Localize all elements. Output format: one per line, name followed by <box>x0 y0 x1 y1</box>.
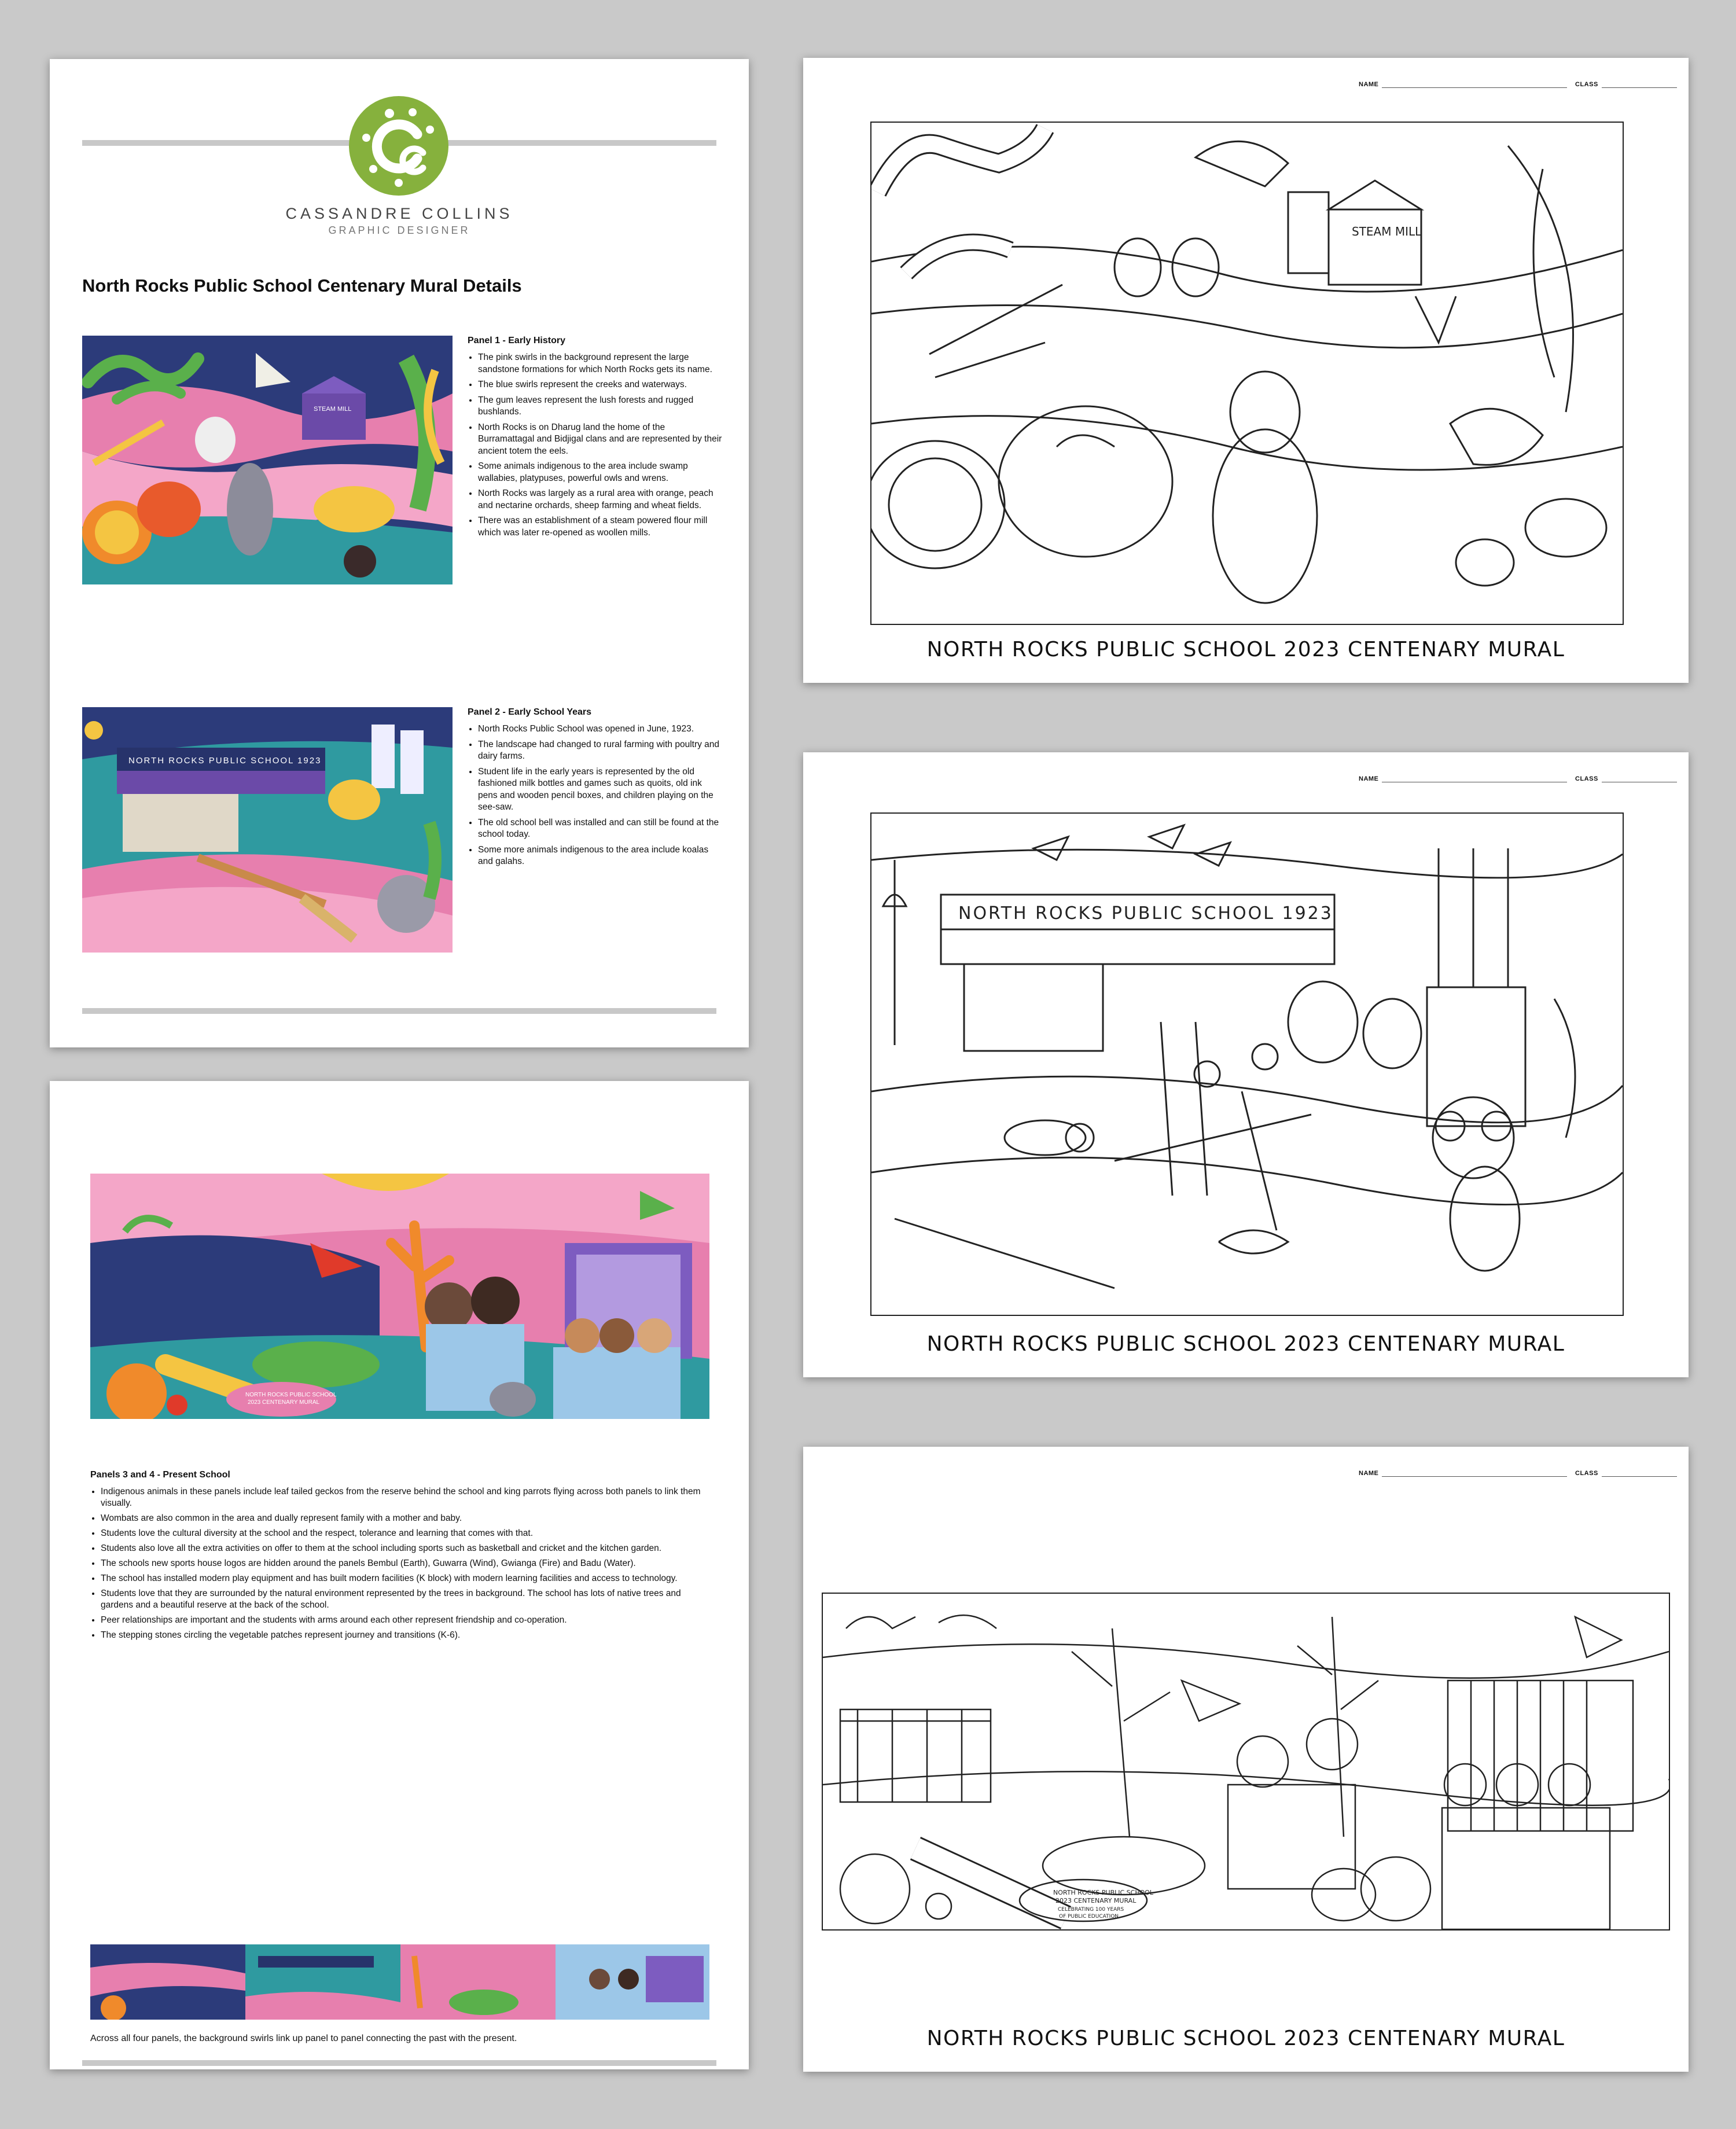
school-banner-text: NORTH ROCKS PUBLIC SCHOOL 1923 <box>128 756 322 766</box>
list-item: • There was an establishment of a steam powered flour mill which was later re-opened as woollen mills. <box>478 515 722 539</box>
worksheet-caption: NORTH ROCKS PUBLIC SCHOOL 2023 CENTENARY MURAL <box>926 1332 1565 1356</box>
plaque-outline-line-2: 2023 CENTENARY MURAL <box>1055 1897 1137 1904</box>
designer-subtitle: GRAPHIC DESIGNER <box>328 225 470 236</box>
class-label: CLASS <box>1575 775 1598 782</box>
name-field[interactable] <box>1359 1470 1567 1477</box>
class-field[interactable] <box>1575 81 1677 88</box>
name-label: NAME <box>1359 1470 1379 1477</box>
list-item: • The gum leaves represent the lush forests and rugged bushlands. <box>478 395 722 418</box>
plaque-outline-line-3: CELEBRATING 100 YEARS <box>1058 1907 1124 1913</box>
plaque-line-1: NORTH ROCKS PUBLIC SCHOOL <box>245 1392 337 1398</box>
mill-sign-outline-text: STEAM MILL <box>1352 225 1422 238</box>
worksheet-caption: NORTH ROCKS PUBLIC SCHOOL 2023 CENTENARY MURAL <box>926 638 1565 661</box>
coloring-worksheet-panel-2 <box>803 752 1689 1377</box>
footer-note: Across all four panels, the background swirls link up panel to panel connecting the past with the present. <box>90 2034 517 2043</box>
name-field[interactable] <box>1359 81 1567 88</box>
panel-3-4-text <box>90 1470 715 1645</box>
list-item: • Wombats are also common in the area and dually represent family with a mother and baby. <box>101 1513 715 1524</box>
panel-2-heading: Panel 2 - Early School Years <box>468 707 592 717</box>
list-item: • The school has installed modern play equipment and has built modern facilities (K block) with modern learning facilities and access to technology. <box>101 1573 715 1584</box>
panel-1-color-image <box>82 336 453 584</box>
panel-1-text <box>468 336 722 542</box>
bottom-rule <box>82 2060 716 2066</box>
mural-outline-panel-2 <box>870 812 1624 1316</box>
plaque-line-2: 2023 CENTENARY MURAL <box>248 1399 320 1406</box>
mill-sign-text: STEAM MILL <box>314 406 352 413</box>
name-label: NAME <box>1359 775 1379 782</box>
list-item: • North Rocks Public School was opened in June, 1923. <box>478 723 722 736</box>
plaque-outline-line-1: NORTH ROCKS PUBLIC SCHOOL <box>1053 1889 1154 1896</box>
name-label: NAME <box>1359 81 1379 88</box>
panel-3-4-color-image <box>90 1174 709 1419</box>
list-item: • North Rocks is on Dharug land the home of the Burramattagal and Bidjigal clans and are represented by their ancient totem the eels. <box>478 422 722 458</box>
list-item: • Students love that they are surrounded by the natural environment represented by the trees in background. The school has lots of native trees and gardens and a beautiful reserve at the back of the school. <box>101 1588 715 1611</box>
list-item: • Indigenous animals in these panels include leaf tailed geckos from the reserve behind the school and king parrots flying across both panels to link them visually. <box>101 1486 715 1509</box>
all-panels-strip-image <box>90 1944 709 2020</box>
class-label: CLASS <box>1575 1470 1598 1477</box>
panel-2-bullets <box>468 723 722 868</box>
list-item: • The landscape had changed to rural farming with poultry and dairy farms. <box>478 739 722 763</box>
worksheet-caption: NORTH ROCKS PUBLIC SCHOOL 2023 CENTENARY MURAL <box>926 2027 1565 2050</box>
logo-icon <box>349 96 448 196</box>
name-field[interactable] <box>1359 775 1567 782</box>
coloring-worksheet-panels-3-4 <box>803 1447 1689 2072</box>
panel-3-4-heading: Panels 3 and 4 - Present School <box>90 1470 230 1480</box>
class-field[interactable] <box>1575 1470 1677 1477</box>
class-label: CLASS <box>1575 81 1598 88</box>
panel-2-text <box>468 707 722 872</box>
list-item: • The stepping stones circling the vegetable patches represent journey and transitions (K-6). <box>101 1630 715 1641</box>
list-item: • The schools new sports house logos are hidden around the panels Bembul (Earth), Guwarra (Wind), Gwianga (Fire) and Badu (Water). <box>101 1558 715 1569</box>
list-item: • Students love the cultural diversity at the school and the respect, tolerance and learning that comes with that. <box>101 1528 715 1539</box>
panel-3-4-bullets <box>90 1486 715 1641</box>
panel-1-bullets <box>468 352 722 539</box>
info-sheet-page-2 <box>50 1081 749 2069</box>
list-item: • Peer relationships are important and the students with arms around each other represent friendship and co-operation. <box>101 1615 715 1626</box>
coloring-worksheet-panel-1 <box>803 58 1689 683</box>
page-title: North Rocks Public School Centenary Mural Details <box>82 275 522 296</box>
list-item: • Students also love all the extra activities on offer to them at the school including sports such as basketball and cricket and the kitchen garden. <box>101 1543 715 1554</box>
panel-1-heading: Panel 1 - Early History <box>468 336 565 345</box>
bottom-rule <box>82 1008 716 1014</box>
list-item: • The old school bell was installed and can still be found at the school today. <box>478 817 722 841</box>
list-item: • North Rocks was largely as a rural area with orange, peach and nectarine orchards, sheep farming and wheat fields. <box>478 488 722 512</box>
list-item: • The blue swirls represent the creeks and waterways. <box>478 379 722 391</box>
list-item: • Some animals indigenous to the area include swamp wallabies, platypuses, powerful owls and wrens. <box>478 461 722 484</box>
plaque-outline-line-4: OF PUBLIC EDUCATION <box>1059 1914 1119 1920</box>
class-field[interactable] <box>1575 775 1677 782</box>
list-item: • The pink swirls in the background represent the large sandstone formations for which North Rocks gets its name. <box>478 352 722 376</box>
list-item: • Student life in the early years is represented by the old fashioned milk bottles and games such as quoits, old ink pens and wooden pencil boxes, and children playing on the see-saw. <box>478 766 722 814</box>
mural-outline-panel-1 <box>870 122 1624 625</box>
mural-outline-panels-3-4 <box>822 1593 1670 1931</box>
panel-2-color-image <box>82 707 453 953</box>
school-banner-outline-text: NORTH ROCKS PUBLIC SCHOOL 1923 <box>958 903 1333 924</box>
list-item: • Some more animals indigenous to the area include koalas and galahs. <box>478 844 722 868</box>
designer-name: CASSANDRE COLLINS <box>285 205 513 222</box>
info-sheet-page-1 <box>50 59 749 1047</box>
